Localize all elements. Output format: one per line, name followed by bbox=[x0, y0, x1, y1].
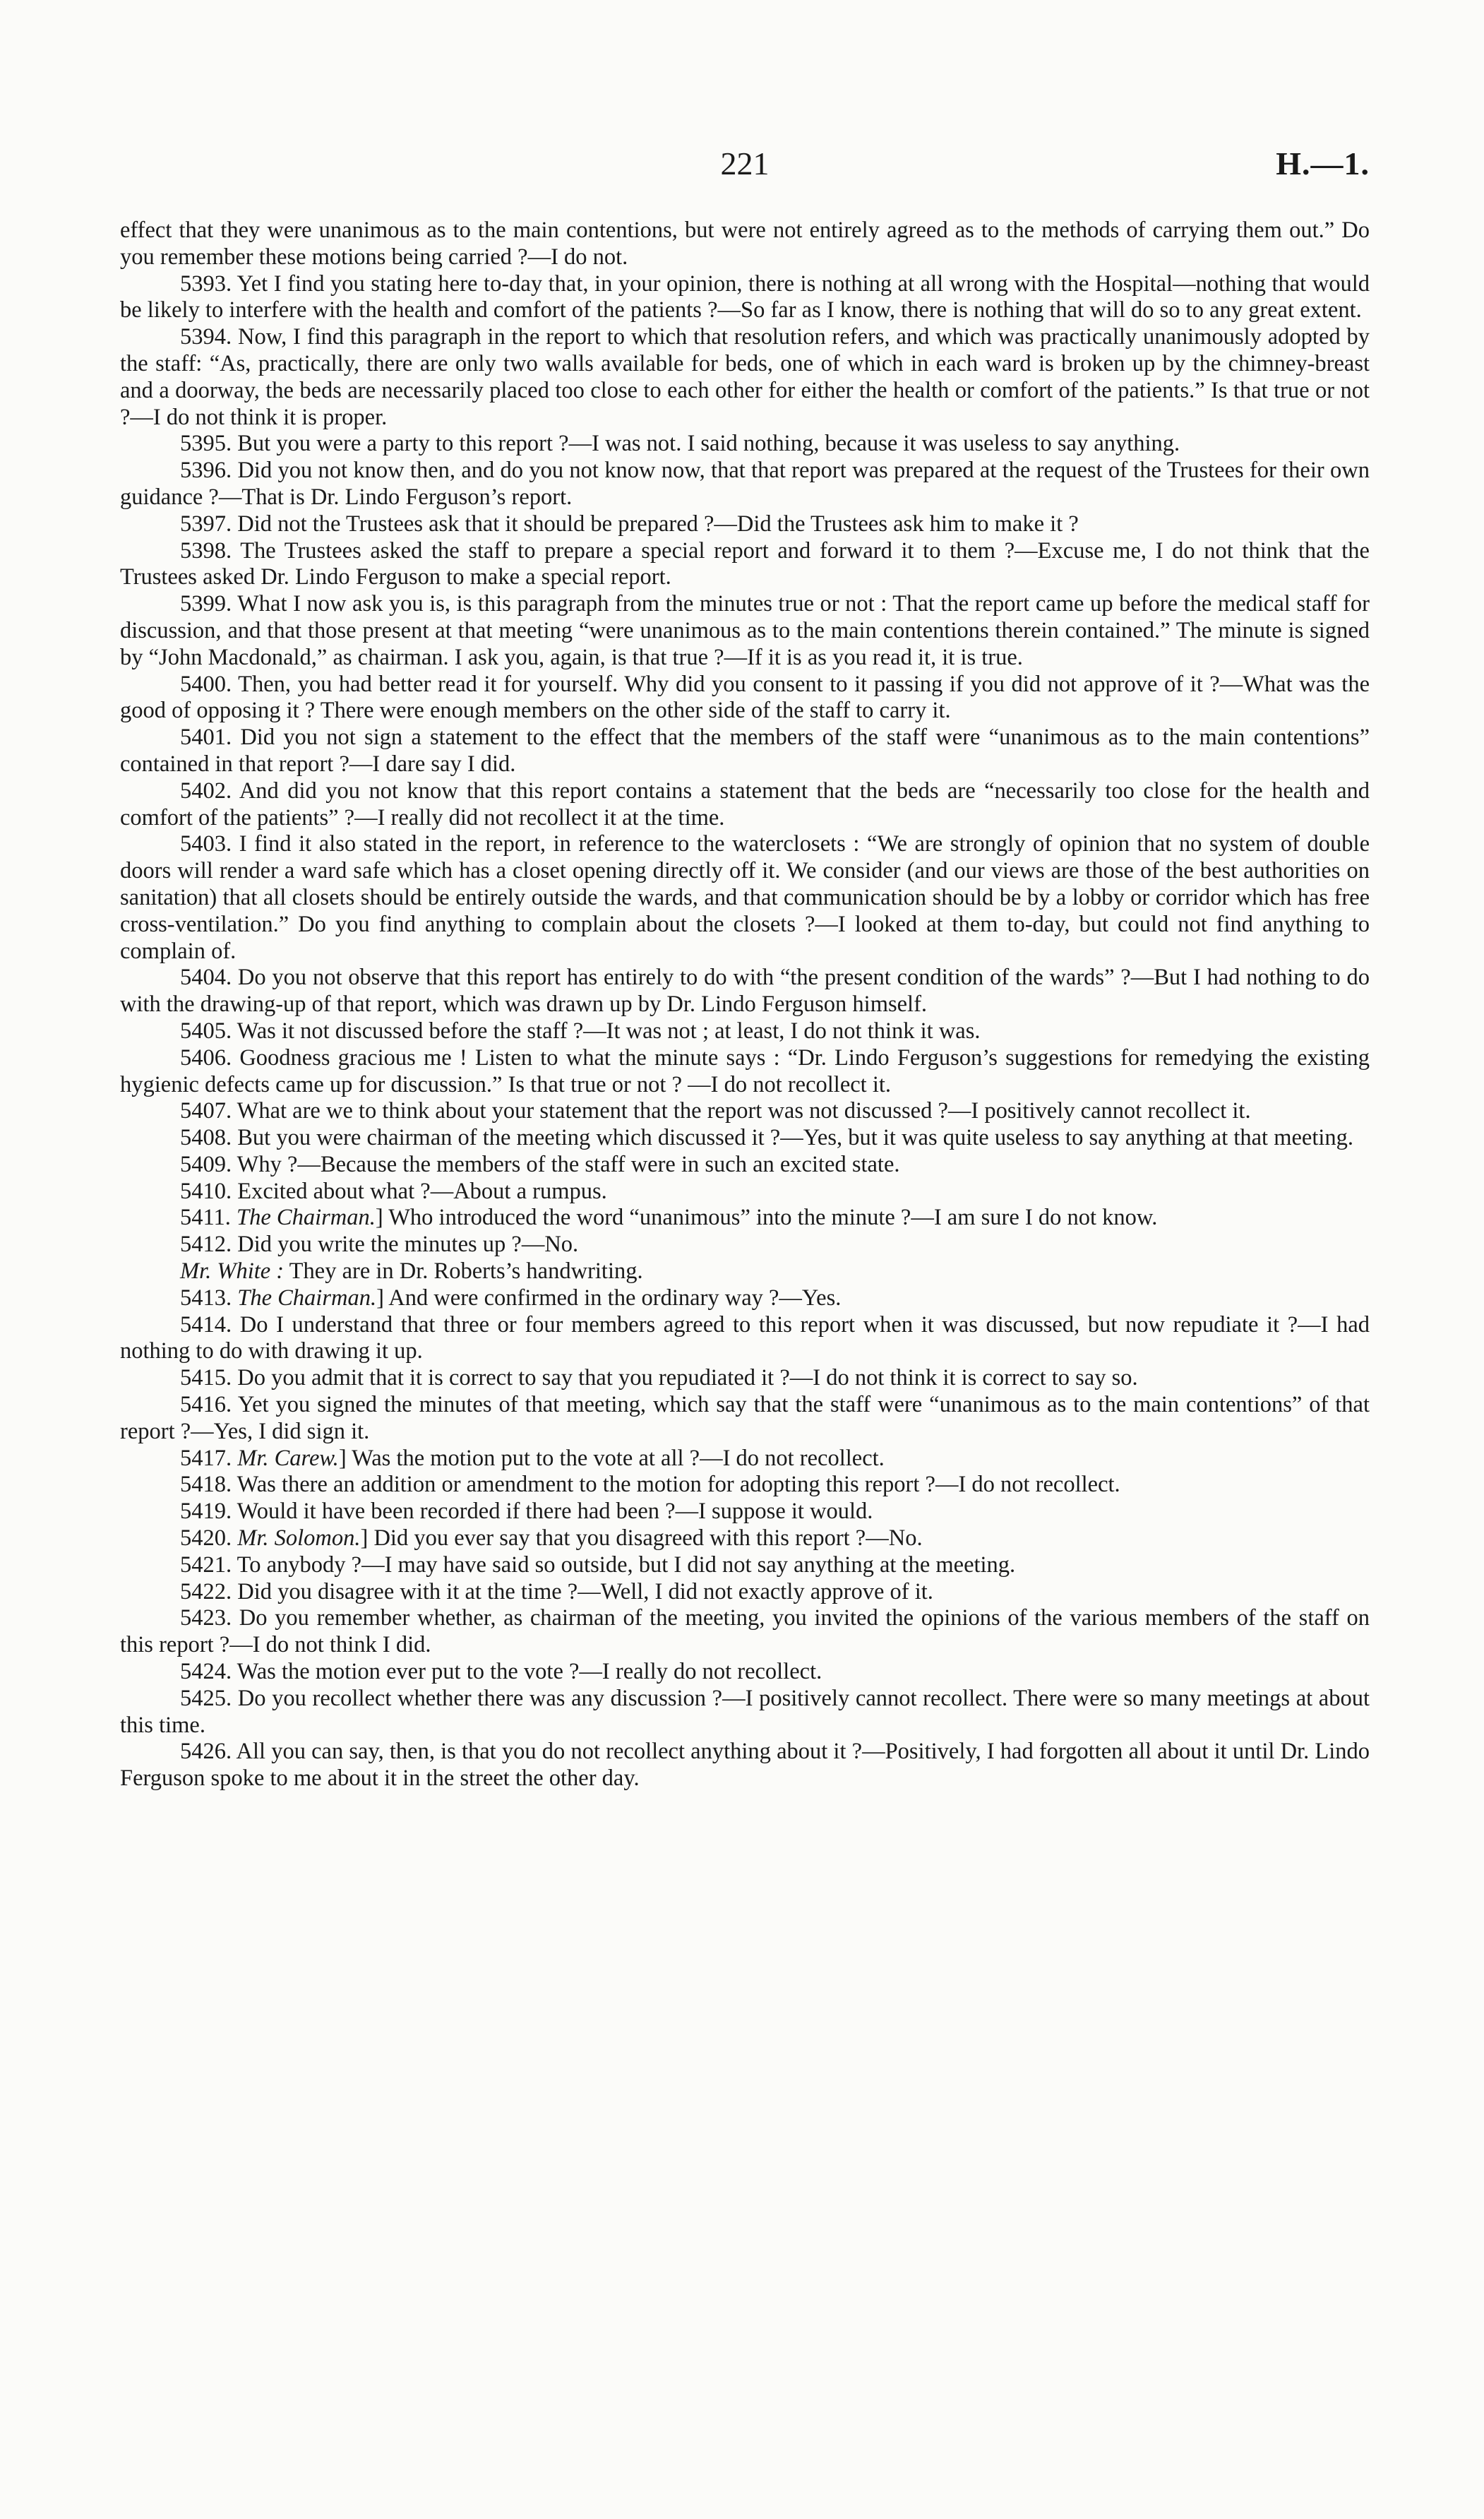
speaker-bracket: ] bbox=[375, 1205, 383, 1231]
question-number: 5402. bbox=[180, 778, 232, 804]
testimony-paragraph bbox=[120, 458, 1370, 511]
testimony-paragraph bbox=[120, 965, 1370, 1018]
paragraph-text: Did you ever say that you disagreed with this report ?—No. bbox=[368, 1525, 923, 1552]
testimony-paragraph bbox=[120, 1579, 1370, 1606]
testimony-paragraph bbox=[120, 591, 1370, 671]
testimony-paragraph bbox=[120, 1686, 1370, 1739]
speaker-name: Mr. Carew. bbox=[237, 1445, 339, 1471]
paragraph-text: Now, I find this paragraph in the report to which that resolution refers, and which was practically unanimously adopted by the staff: “As, practically, there are only two walls available for beds, one of which in each ward is broken up by the chimney-breast and a doorway, the beds are necessarily placed too close to each other for either the health or comfort of the patients.” Is that true or not ?—I do not think it is proper. bbox=[120, 324, 1370, 430]
question-number: 5406. bbox=[180, 1044, 232, 1071]
question-number: 5419. bbox=[180, 1499, 232, 1525]
paragraph-text: Yet I find you stating here to-day that, in your opinion, there is nothing at all wrong with the Hospital—nothing that would be likely to interfere with the health and comfort of the patients ?—So far as I know, there is nothing that will do so to any great extent. bbox=[120, 270, 1370, 323]
testimony-paragraph bbox=[120, 1179, 1370, 1205]
paragraph-text: Would it have been recorded if there had been ?—I suppose it would. bbox=[237, 1499, 873, 1525]
testimony-paragraph bbox=[120, 1659, 1370, 1686]
paragraph-text: Did you disagree with it at the time ?—Well, I did not exactly approve of it. bbox=[237, 1578, 933, 1604]
testimony-paragraph bbox=[120, 218, 1370, 271]
paragraph-text: To anybody ?—I may have said so outside, but I did not say anything at the meeting. bbox=[237, 1552, 1016, 1578]
paragraph-text: Was the motion put to the vote at all ?—I do not recollect. bbox=[346, 1445, 885, 1471]
paragraph-text: They are in Dr. Roberts’s handwriting. bbox=[284, 1258, 643, 1285]
question-number: 5416. bbox=[180, 1392, 232, 1418]
paragraph-text: Do you remember whether, as chairman of the meeting, you invited the opinions of the various members of the staff on this report ?—I do not think I did. bbox=[120, 1605, 1370, 1658]
testimony-paragraph bbox=[120, 1499, 1370, 1525]
paragraph-text: Who introduced the word “unanimous” into the minute ?—I am sure I do not know. bbox=[383, 1205, 1158, 1231]
page-number: 221 bbox=[720, 145, 770, 181]
question-number: 5423. bbox=[180, 1605, 232, 1631]
question-number: 5403. bbox=[180, 831, 232, 857]
testimony-paragraph bbox=[120, 1258, 1370, 1285]
question-number: 5410. bbox=[180, 1178, 232, 1204]
question-number: 5424. bbox=[180, 1659, 232, 1685]
paragraph-text: Then, you had better read it for yourself. Why did you consent to it passing if you did not approve of it ?—What was the good of opposing it ? There were enough members on the other side of the staff to carry it. bbox=[120, 671, 1370, 724]
paragraph-text: Why ?—Because the members of the staff were in such an excited state. bbox=[237, 1151, 900, 1177]
paragraph-text: Do you admit that it is correct to say that you repudiated it ?—I do not think it is correct to say so. bbox=[237, 1365, 1138, 1391]
paragraph-text: Did not the Trustees ask that it should be prepared ?—Did the Trustees ask him to make it ? bbox=[237, 511, 1079, 537]
testimony-paragraph bbox=[120, 725, 1370, 778]
question-number: 5393. bbox=[180, 270, 232, 297]
testimony-paragraph bbox=[120, 1205, 1370, 1232]
testimony-paragraph bbox=[120, 1285, 1370, 1312]
testimony-paragraph bbox=[120, 1018, 1370, 1045]
document-body bbox=[120, 218, 1370, 1792]
question-number: 5401. bbox=[180, 725, 232, 751]
question-number: 5421. bbox=[180, 1552, 232, 1578]
testimony-paragraph bbox=[120, 831, 1370, 965]
question-number: 5398. bbox=[180, 537, 232, 564]
paragraph-text: I find it also stated in the report, in reference to the waterclosets : “We are strongly of opinion that no system of double doors will render a ward safe which has a closet opening directly off it. We consider (and our views are those of the best authorities on sanitation) that all closets should be entirely outside the wards, and that communication should be by a lobby or corridor which has free cross-ventilation.” Do you find anything to complain about the closets ?—I looked at them to-day, but could not find anything to complain of. bbox=[120, 831, 1370, 964]
speaker-name: Mr. Solomon. bbox=[237, 1525, 361, 1552]
speaker-name: The Chairman. bbox=[237, 1205, 376, 1231]
testimony-paragraph bbox=[120, 1739, 1370, 1792]
testimony-paragraph bbox=[120, 672, 1370, 725]
paragraph-text: Do you recollect whether there was any discussion ?—I positively cannot recollect. There were so many meetings at about this time. bbox=[120, 1685, 1370, 1738]
question-number: 5397. bbox=[180, 511, 232, 537]
paragraph-text: What are we to think about your statement that the report was not discussed ?—I positively cannot recollect it. bbox=[237, 1098, 1251, 1124]
question-number: 5413. bbox=[180, 1285, 232, 1311]
speaker-name: Mr. White : bbox=[180, 1258, 285, 1285]
testimony-paragraph bbox=[120, 1525, 1370, 1552]
paragraph-text: Was it not discussed before the staff ?—It was not ; at least, I do not think it was. bbox=[237, 1018, 981, 1044]
testimony-paragraph bbox=[120, 1472, 1370, 1499]
paragraph-text: Yet you signed the minutes of that meeting, which say that the staff were “unanimous as to the main contentions” of that report ?—Yes, I did sign it. bbox=[120, 1392, 1370, 1444]
question-number: 5396. bbox=[180, 458, 232, 484]
question-number: 5400. bbox=[180, 671, 232, 697]
question-number: 5422. bbox=[180, 1578, 232, 1604]
testimony-paragraph bbox=[120, 1605, 1370, 1659]
speaker-bracket: ] bbox=[376, 1285, 384, 1311]
paragraph-text: Was there an addition or amendment to the motion for adopting this report ?—I do not recollect. bbox=[237, 1472, 1120, 1498]
testimony-paragraph bbox=[120, 1232, 1370, 1258]
testimony-paragraph bbox=[120, 1098, 1370, 1125]
testimony-paragraph bbox=[120, 1312, 1370, 1366]
paragraph-text: But you were a party to this report ?—I was not. I said nothing, because it was useless to say anything. bbox=[237, 431, 1180, 457]
paragraph-text: Did you write the minutes up ?—No. bbox=[237, 1232, 579, 1258]
paragraph-text: And were confirmed in the ordinary way ?—Yes. bbox=[383, 1285, 842, 1311]
paragraph-text: Do you not observe that this report has entirely to do with “the present condition of the wards” ?—But I had nothing to do with the drawing-up of that report, which was drawn up by Dr. Lindo Ferguson himself. bbox=[120, 965, 1370, 1018]
question-number: 5395. bbox=[180, 431, 232, 457]
question-number: 5414. bbox=[180, 1311, 232, 1338]
question-number: 5407. bbox=[180, 1098, 232, 1124]
paragraph-text: Did you not know then, and do you not know now, that that report was prepared at the request of the Trustees for their own guidance ?—That is Dr. Lindo Ferguson’s report. bbox=[120, 458, 1370, 510]
testimony-paragraph bbox=[120, 1045, 1370, 1099]
paragraph-text: Do I understand that three or four members agreed to this report when it was discussed, but now repudiate it ?—I had nothing to do with drawing it up. bbox=[120, 1311, 1370, 1364]
testimony-paragraph bbox=[120, 431, 1370, 458]
testimony-paragraph bbox=[120, 324, 1370, 431]
question-number: 5405. bbox=[180, 1018, 232, 1044]
testimony-paragraph bbox=[120, 778, 1370, 832]
question-number: 5418. bbox=[180, 1472, 232, 1498]
testimony-paragraph bbox=[120, 1125, 1370, 1152]
paragraph-text: Goodness gracious me ! Listen to what the minute says : “Dr. Lindo Ferguson’s suggestions for remedying the existing hygienic defects came up for discussion.” Is that true or not ? —I do not recollect it. bbox=[120, 1044, 1370, 1097]
paragraph-text: effect that they were unanimous as to the main contentions, but were not entirely agreed as to the methods of carrying them out.” Do you remember these motions being carried ?—I do not. bbox=[120, 218, 1370, 270]
speaker-bracket: ] bbox=[360, 1525, 369, 1552]
question-number: 5425. bbox=[180, 1685, 232, 1711]
speaker-bracket: ] bbox=[338, 1445, 347, 1471]
question-number: 5417. bbox=[180, 1445, 232, 1471]
paragraph-text: The Trustees asked the staff to prepare a special report and forward it to them ?—Excuse me, I do not think that the Trustees asked Dr. Lindo Ferguson to make a special report. bbox=[120, 537, 1370, 590]
section-code: H.—1. bbox=[1276, 145, 1370, 181]
testimony-paragraph bbox=[120, 1365, 1370, 1392]
testimony-paragraph bbox=[120, 271, 1370, 325]
paragraph-text: Excited about what ?—About a rumpus. bbox=[237, 1178, 607, 1204]
question-number: 5404. bbox=[180, 965, 232, 991]
question-number: 5426. bbox=[180, 1739, 232, 1765]
speaker-name: The Chairman. bbox=[237, 1285, 377, 1311]
paragraph-text: All you can say, then, is that you do not recollect anything about it ?—Positively, I had forgotten all about it until Dr. Lindo Ferguson spoke to me about it in the street the other day. bbox=[120, 1739, 1370, 1792]
testimony-paragraph bbox=[120, 1152, 1370, 1179]
paragraph-text: And did you not know that this report contains a statement that the beds are “necessarily too close for the health and comfort of the patients” ?—I really did not recollect it at the time. bbox=[120, 778, 1370, 830]
paragraph-text: What I now ask you is, is this paragraph from the minutes true or not : That the report came up before the medical staff for discussion, and that those present at that meeting “were unanimous as to the main contentions therein contained.” The minute is signed by “John Macdonald,” as chairman. I ask you, again, is that true ?—If it is as you read it, it is true. bbox=[120, 591, 1370, 670]
question-number: 5409. bbox=[180, 1151, 232, 1177]
question-number: 5420. bbox=[180, 1525, 232, 1552]
testimony-paragraph bbox=[120, 511, 1370, 538]
testimony-paragraph bbox=[120, 1552, 1370, 1579]
question-number: 5415. bbox=[180, 1365, 232, 1391]
paragraph-text: But you were chairman of the meeting which discussed it ?—Yes, but it was quite useless to say anything at that meeting. bbox=[237, 1125, 1354, 1151]
question-number: 5408. bbox=[180, 1125, 232, 1151]
testimony-paragraph bbox=[120, 538, 1370, 592]
page-header bbox=[120, 145, 1370, 194]
question-number: 5394. bbox=[180, 324, 232, 350]
question-number: 5412. bbox=[180, 1232, 232, 1258]
paragraph-text: Did you not sign a statement to the effect that the members of the staff were “unanimous as to the main contentions” contained in that report ?—I dare say I did. bbox=[120, 725, 1370, 777]
testimony-paragraph bbox=[120, 1392, 1370, 1446]
testimony-paragraph bbox=[120, 1446, 1370, 1472]
question-number: 5411. bbox=[180, 1205, 231, 1231]
question-number: 5399. bbox=[180, 591, 232, 617]
paragraph-text: Was the motion ever put to the vote ?—I really do not recollect. bbox=[237, 1659, 822, 1685]
